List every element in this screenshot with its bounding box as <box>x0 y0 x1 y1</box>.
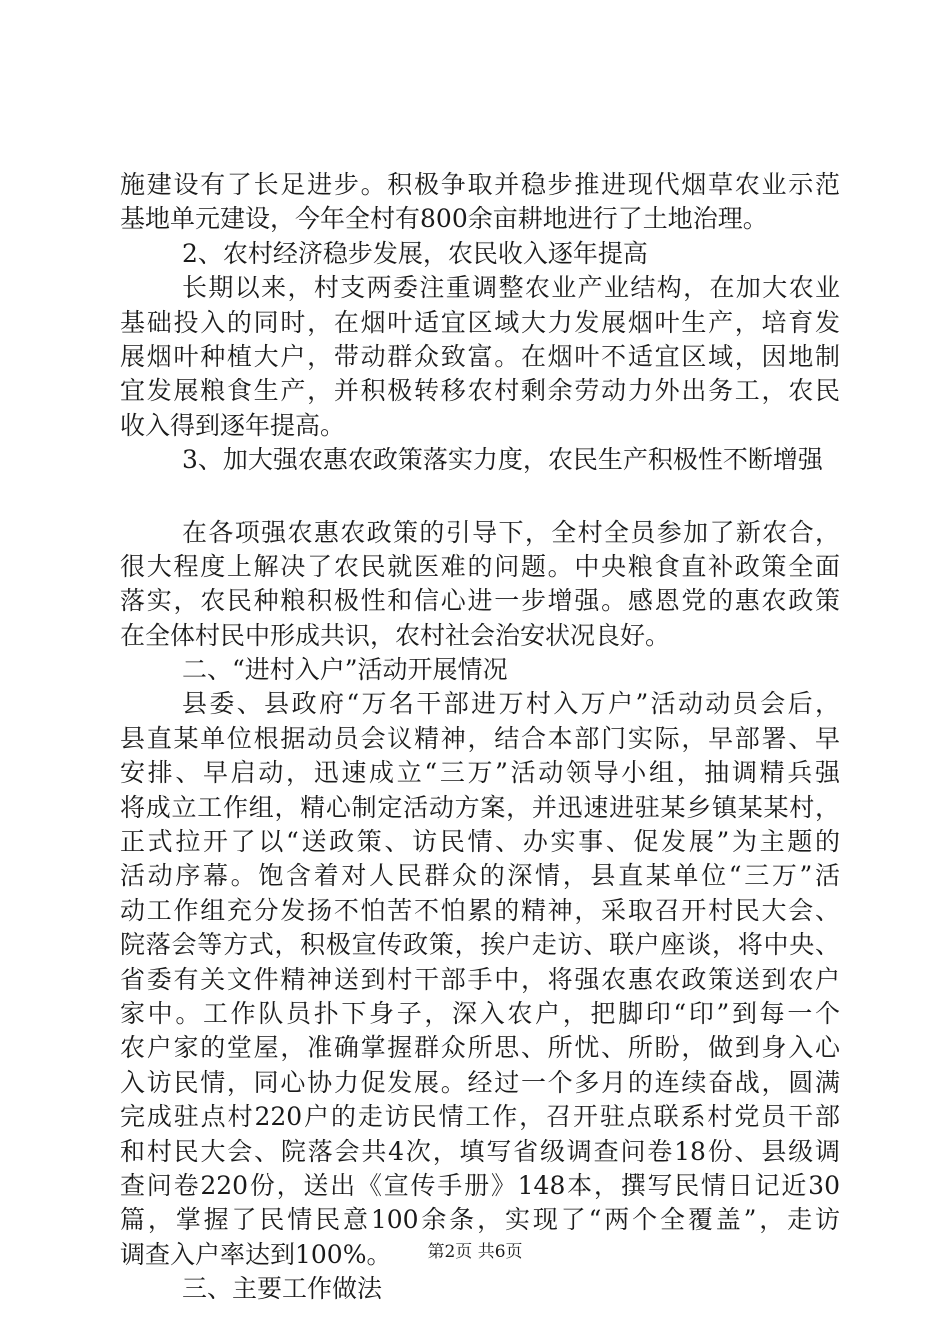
paragraph-line: 院落会等方式，积极宣传政策，挨户走访、联户座谈，将中央、 <box>120 930 840 960</box>
section-heading: 二、“进村入户”活动开展情况 <box>182 655 508 685</box>
paragraph-line: 宜发展粮食生产，并积极转移农村剩余劳动力外出务工，农民 <box>120 376 840 406</box>
paragraph-line: 在全体村民中形成共识，农村社会治安状况良好。 <box>120 620 671 650</box>
paragraph-line: 正式拉开了以“送政策、访民情、办实事、促发展”为主题的 <box>120 827 840 857</box>
paragraph-line: 很大程度上解决了农民就医难的问题。中央粮食直补政策全面 <box>120 551 840 581</box>
paragraph-line: 家中。工作队员扑下身子，深入农户，把脚印“印”到每一个 <box>120 998 840 1028</box>
paragraph-line: 安排、早启动，迅速成立“三万”活动领导小组，抽调精兵强 <box>120 758 840 788</box>
paragraph-line: 县直某单位根据动员会议精神，结合本部门实际，早部署、早 <box>120 723 840 753</box>
section-heading: 2、农村经济稳步发展，农民收入逐年提高 <box>182 238 648 268</box>
paragraph-line: 调查入户率达到100%。 <box>120 1239 392 1269</box>
paragraph-line: 展烟叶种植大户，带动群众致富。在烟叶不适宜区域，因地制 <box>120 341 840 371</box>
paragraph-line: 和村民大会、院落会共4次，填写省级调查问卷18份、县级调 <box>120 1136 840 1166</box>
paragraph-line: 省委有关文件精神送到村干部手中，将强农惠农政策送到农户 <box>120 964 840 994</box>
paragraph-line: 篇，掌握了民情民意100余条，实现了“两个全覆盖”，走访 <box>120 1205 840 1235</box>
page-footer: 第2页 共6页 <box>427 1242 523 1262</box>
paragraph-line: 基础投入的同时，在烟叶适宜区域大力发展烟叶生产，培育发 <box>120 307 840 337</box>
paragraph-line: 查问卷220份，送出《宣传手册》148本，撰写民情日记近30 <box>120 1170 840 1200</box>
paragraph-line: 施建设有了长足进步。积极争取并稳步推进现代烟草农业示范 <box>120 170 840 199</box>
paragraph-line: 基地单元建设，今年全村有800余亩耕地进行了土地治理。 <box>120 204 768 234</box>
paragraph-line: 入访民情，同心协力促发展。经过一个多月的连续奋战，圆满 <box>120 1067 840 1097</box>
document-body <box>120 168 840 1307</box>
paragraph-line: 县委、县政府“万名干部进万村入万户”活动动员会后， <box>182 689 840 719</box>
paragraph-line: 完成驻点村220户的走访民情工作，召开驻点联系村党员干部 <box>120 1102 840 1132</box>
paragraph-gap <box>120 478 840 516</box>
paragraph-line: 长期以来，村支两委注重调整农业产业结构，在加大农业 <box>182 273 840 303</box>
paragraph-line: 收入得到逐年提高。 <box>120 410 346 440</box>
paragraph-line: 活动序幕。饱含着对人民群众的深情，县直某单位“三万”活 <box>120 861 840 891</box>
paragraph-line: 农户家的堂屋，准确掌握群众所思、所忧、所盼，做到身入心 <box>120 1033 840 1063</box>
paragraph-line: 在各项强农惠农政策的引导下，全村全员参加了新农合， <box>182 517 840 547</box>
paragraph-line: 将成立工作组，精心制定活动方案，并迅速进驻某乡镇某某村， <box>120 792 840 822</box>
paragraph-line: 落实，农民种粮积极性和信心进一步增强。感恩党的惠农政策 <box>120 586 840 616</box>
section-heading: 三、主要工作做法 <box>182 1274 383 1304</box>
paragraph-line: 动工作组充分发扬不怕苦不怕累的精神，采取召开村民大会、 <box>120 895 840 925</box>
section-heading: 3、加大强农惠农政策落实力度，农民生产积极性不断增强 <box>182 445 823 475</box>
